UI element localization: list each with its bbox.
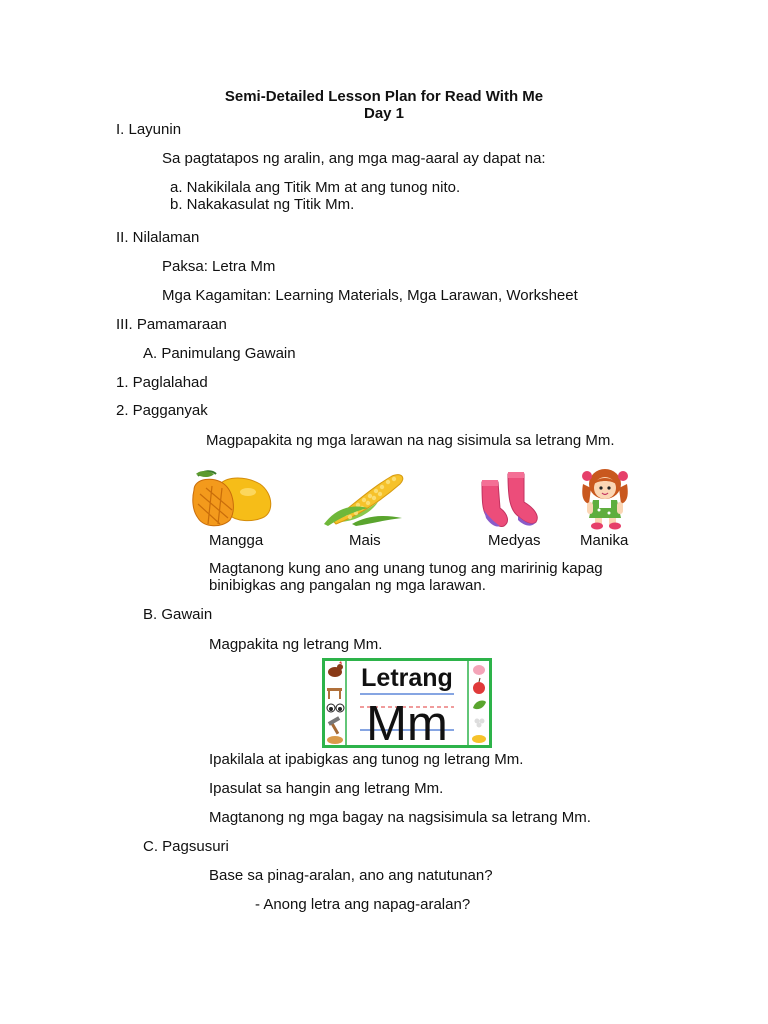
objective-a: a. Nakikilala ang Titik Mm at ang tunog nito.	[170, 179, 461, 196]
doll-icon	[575, 466, 635, 530]
pagganyak-step: 2. Pagganyak	[116, 402, 208, 419]
section-nilalaman-heading: II. Nilalaman	[116, 229, 200, 246]
section-layunin-heading: I. Layunin	[116, 121, 182, 138]
document-day: Day 1	[363, 105, 405, 122]
letter-card-letters: Mm	[366, 697, 448, 748]
gawain-step-1: Ipakilala at ipabigkas ang tunog ng letrang Mm.	[209, 751, 524, 768]
picture-caption-manika: Manika	[580, 532, 629, 549]
gawain-text: Magpakita ng letrang Mm.	[209, 636, 383, 653]
socks-icon	[478, 470, 544, 530]
section-pamamaraan-heading: III. Pamamaraan	[116, 316, 227, 333]
bread-icon	[327, 736, 343, 744]
paksa-text: Paksa: Letra Mm	[162, 258, 276, 275]
panimulang-gawain-heading: A. Panimulang Gawain	[143, 345, 296, 362]
gawain-heading: B. Gawain	[143, 606, 213, 623]
layunin-intro: Sa pagtatapos ng aralin, ang mga mag-aaral ay dapat na:	[162, 150, 546, 167]
picture-caption-mangga: Mangga	[209, 532, 264, 549]
gawain-step-3: Magtanong ng mga bagay na nagsisimula sa letrang Mm.	[209, 809, 591, 826]
question-line-1: Magtanong kung ano ang unang tunog ang maririnig kapag	[209, 560, 603, 577]
pagsusuri-text: Base sa pinag-aralan, ano ang natutunan?	[209, 867, 493, 884]
kagamitan-text: Mga Kagamitan: Learning Materials, Mga Larawan, Worksheet	[162, 287, 578, 304]
pig-icon	[473, 665, 485, 675]
paglalahad-step: 1. Paglalahad	[116, 374, 208, 391]
mango-icon	[190, 470, 274, 528]
mango-small-icon	[472, 735, 486, 743]
pagsusuri-question: - Anong letra ang napag-aralan?	[255, 896, 471, 913]
question-line-2: binibigkas ang pangalan ng mga larawan.	[209, 577, 486, 594]
objective-b: b. Nakakasulat ng Titik Mm.	[170, 196, 355, 213]
picture-caption-mais: Mais	[349, 532, 381, 549]
pagganyak-text: Magpapakita ng mga larawan na nag sisimula sa letrang Mm.	[206, 432, 615, 449]
gawain-step-2: Ipasulat sa hangin ang letrang Mm.	[209, 780, 444, 797]
letter-card-image	[322, 658, 492, 748]
document-title: Semi-Detailed Lesson Plan for Read With Me	[224, 88, 544, 105]
picture-caption-medyas: Medyas	[488, 532, 541, 549]
pagsusuri-heading: C. Pagsusuri	[143, 838, 229, 855]
letter-card-title: Letrang	[361, 664, 453, 692]
corn-icon	[322, 468, 408, 526]
